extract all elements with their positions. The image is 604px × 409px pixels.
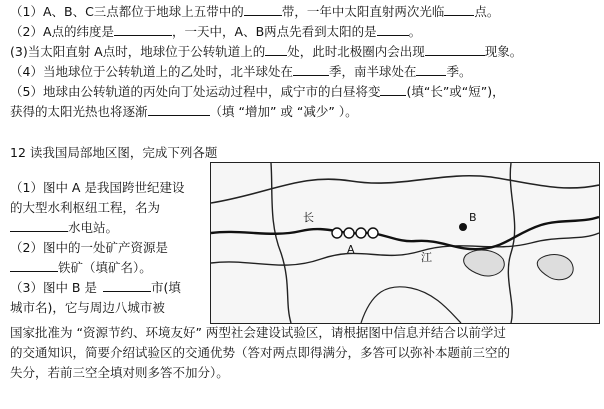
q1-text: 点。 <box>474 4 500 19</box>
river-line <box>211 217 599 249</box>
answer-blank[interactable] <box>244 2 282 16</box>
q12-text: 铁矿（填矿名）。 <box>58 260 152 275</box>
answer-blank[interactable] <box>377 22 409 36</box>
q1-text: （4）当地球位于公转轨道上的乙处时，北半球处在 <box>10 64 293 79</box>
q1-line-2 <box>10 22 421 40</box>
answer-blank[interactable] <box>293 62 329 76</box>
regional-map <box>210 162 600 324</box>
map-label-b: B <box>469 211 477 224</box>
q12-text: （2）图中的一处矿产资源是 <box>10 240 168 255</box>
answer-blank[interactable] <box>380 82 406 96</box>
answer-blank[interactable] <box>103 278 151 292</box>
q1-text: 处，此时北极圈内会出现 <box>287 44 425 59</box>
q1-text: ，一天中，A、B两点先看到太阳的是 <box>172 24 377 39</box>
q1-line-3 <box>10 42 522 60</box>
q12-title: 12 读我国局部地区图，完成下列各题 <box>10 145 218 160</box>
q1-text: （2）A点的纬度是 <box>10 24 115 39</box>
boundary-line <box>508 163 514 323</box>
q1-text: (3)当太阳直射 A点时，地球位于公转轨道上的 <box>10 44 266 59</box>
answer-blank[interactable] <box>10 258 58 272</box>
q12-line-4: 国家批准为 “资源节约、环境友好” 两型社会建设试验区，请根据图中信息并结合以前学过 <box>10 325 506 340</box>
q12-text: 水电站。 <box>68 220 119 235</box>
q1-text: (填“长”或“短”)， <box>406 84 505 99</box>
q1-text: 季。 <box>446 64 472 79</box>
city-marker <box>459 223 467 231</box>
answer-blank[interactable] <box>425 42 485 56</box>
q1-text: 。 <box>408 24 422 39</box>
answer-blank[interactable] <box>265 42 287 56</box>
answer-blank[interactable] <box>148 102 210 116</box>
q12-line-6: 失分，若前三空全填对则多答不加分）。 <box>10 365 229 380</box>
boundary-line <box>211 176 599 203</box>
q1-text: （1）A、B、C三点都位于地球上五带中的 <box>10 4 244 19</box>
answer-blank[interactable] <box>444 2 474 16</box>
map-label-a: A <box>347 243 355 256</box>
q12-left-text <box>10 178 208 318</box>
q12-text: 的大型水利枢纽工程，名为 <box>10 200 161 215</box>
answer-blank[interactable] <box>114 22 172 36</box>
q1-text: 现象。 <box>484 44 523 59</box>
q1-line-1 <box>10 2 499 20</box>
q1-line-5 <box>10 82 505 100</box>
q1-text: （5）地球由公转轨道的丙处向丁处运动过程中，咸宁市的白昼将变 <box>10 84 381 99</box>
map-drawing <box>211 163 599 323</box>
q1-line-4 <box>10 62 472 80</box>
q12-text: 市(填 <box>150 280 181 295</box>
q1-text: 带，一年中太阳直射两次光临 <box>281 4 445 19</box>
q1-line-6 <box>10 102 358 120</box>
q12-text: （1）图中 A 是我国跨世纪建设 <box>10 180 185 195</box>
q1-text: 季，南半球处在 <box>328 64 417 79</box>
q12-text: 城市名)，它与周边八城市被 <box>10 300 165 315</box>
lake-shape <box>464 250 505 276</box>
answer-blank[interactable] <box>10 218 68 232</box>
q12-line-5: 的交通知识，简要介绍试验区的交通优势（答对两点即得满分，多答可以弥补本题前三空的 <box>10 345 511 360</box>
q12-text: （3）图中 B 是 <box>10 280 97 295</box>
lake-shape <box>537 255 573 280</box>
answer-blank[interactable] <box>416 62 446 76</box>
q1-text: 获得的太阳光热也将逐渐 <box>10 104 148 119</box>
boundary-line <box>361 287 461 323</box>
map-label-chang: 长 <box>303 211 314 224</box>
map-label-jiang: 江 <box>421 251 432 264</box>
q1-text: （填 “增加” 或 “减少” ）。 <box>209 104 358 119</box>
